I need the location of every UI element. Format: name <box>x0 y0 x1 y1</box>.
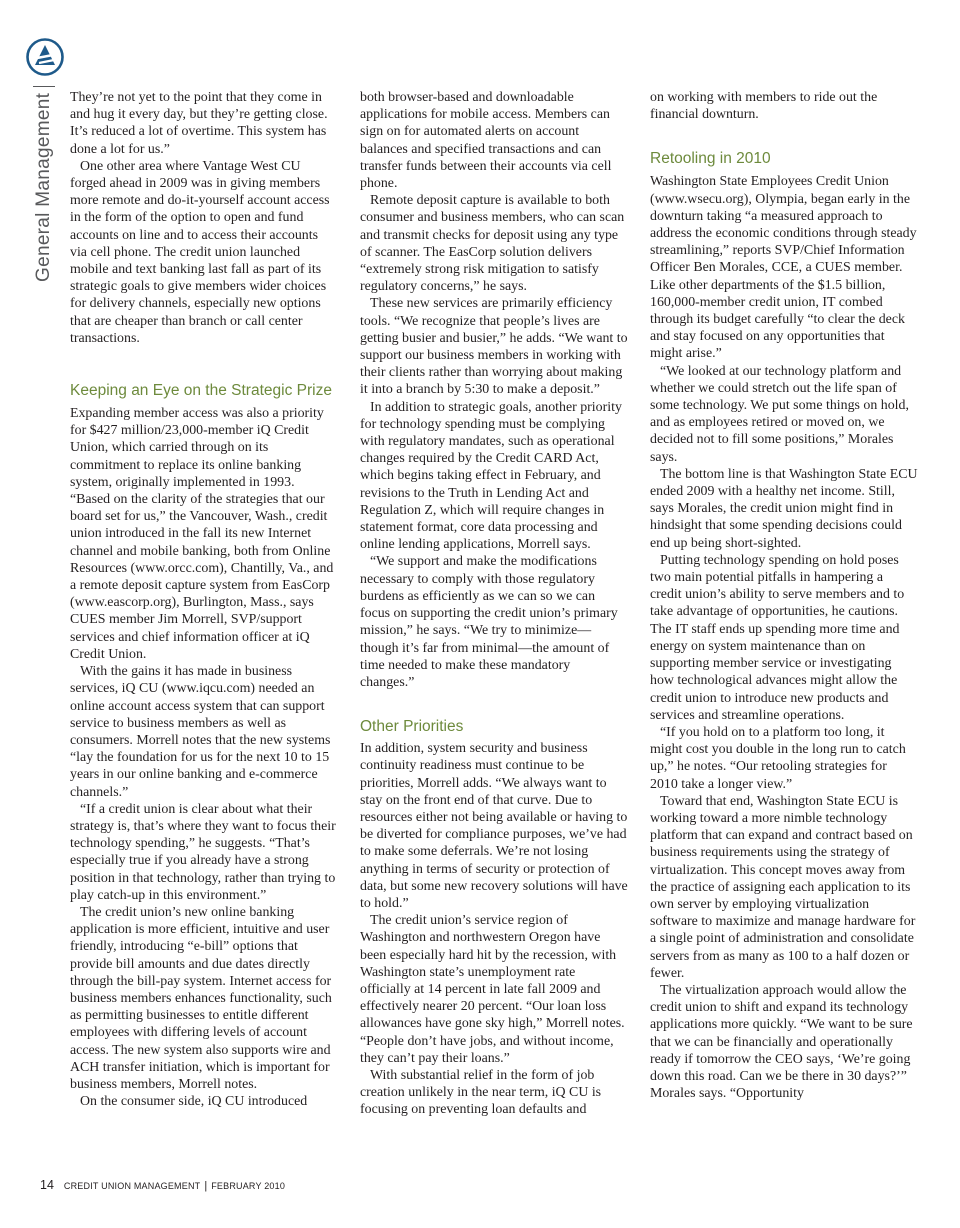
article-column-2 <box>360 89 628 1119</box>
body-paragraph: Washington State Employees Credit Union (www.wsecu.org), Olympia, began early in the downturn taking “a measured approach to address the economic conditions through steady streamlining,” reports SVP/Chief Information Officer Ben Morales, CCE, a CUES member. Like other departments of the $1.5 billion, 160,000-member credit union, IT combed through its budget carefully “to clear the deck and stay focused on any opportunities that might arise.” <box>650 174 917 362</box>
body-paragraph: With substantial relief in the form of job creation unlikely in the near term, iQ CU is focusing on preventing loan defaults and <box>360 1067 602 1118</box>
magazine-title: CREDIT UNION MANAGEMENT <box>63 1181 201 1191</box>
footer-separator: | <box>204 1180 208 1192</box>
body-paragraph: The credit union’s new online banking application is more efficient, intuitive and user friendly, introducing “e-bill” options that provide bill amounts and due dates directly through the bill-pay system. Internet access for business members enhances functionality, such as permitting businesses to entitle different employees with differing levels of account access. The new system also supports wire and ACH transfer initiation, which is important for business members, Morrell notes. <box>70 904 332 1092</box>
cum-logo-icon <box>26 38 64 76</box>
section-label-divider <box>33 86 55 87</box>
body-paragraph: both browser-based and downloadable applications for mobile access. Members can sign on for automated alerts on account balances and specified transactions and can transfer funds between their accounts via cell phone. <box>360 90 612 192</box>
article-column-3 <box>650 89 918 1102</box>
page-footer <box>40 1176 285 1194</box>
section-heading: Retooling in 2010 <box>650 150 771 168</box>
body-paragraph: The virtualization approach would allow the credit union to shift and expand its technology applications more quickly. “We want to be sure that we can be financially and operationally ready if tomorrow the CEO says, ‘We’re going down this road. Can we be there in 30 days?’” Morales says. “Opportunity <box>650 982 913 1102</box>
body-paragraph: The credit union’s service region of Washington and northwestern Oregon have been especially hard hit by the recession, with Washington state’s unemployment rate officially at 14 percent in late fall 2009 and effectively nearer 20 percent. “Our loan loss allowances have gone sky high,” Morrell notes. “People don’t have jobs, and without income, they can’t pay their loans.” <box>360 913 625 1066</box>
body-paragraph: “If a credit union is clear about what their strategy is, that’s where they want to focus their technology spending,” he suggests. “That’s especially true if you already have a strong position in that technology, rather than trying to play catch-up in this environment.” <box>70 801 336 903</box>
article-column-1 <box>70 89 338 1110</box>
page-number: 14 <box>40 1178 54 1192</box>
section-label <box>30 82 58 282</box>
section-heading: Keeping an Eye on the Strategic Prize <box>70 382 332 400</box>
body-paragraph: Toward that end, Washington State ECU is working toward a more nimble technology platform that can expand and contract based on business requirements using the strategy of virtualization. This concept moves away from the practice of assigning each application to its own server by employing virtualization software to maximize and manage hardware for a single point of administration and consolidate servers from as many as 100 to a half dozen or fewer. <box>650 793 916 981</box>
body-paragraph: They’re not yet to the point that they come in and hug it every day, but they’re getting close. It’s reduced a lot of overtime. This system has done a lot for us.” <box>70 90 328 157</box>
section-label-text: General Management <box>33 92 54 282</box>
body-paragraph: Remote deposit capture is available to both consumer and business members, who can scan and transmit checks for deposit using any type of scanner. The EasCorp solution delivers “extremely strong risk mitigation to satisfy regulatory concerns,” he says. <box>360 193 625 295</box>
body-paragraph: on working with members to ride out the financial downturn. <box>650 90 878 123</box>
body-paragraph: “We looked at our technology platform and whether we could stretch out the life span of some technology. We put some things on hold, and as employees retired or moved on, we decided not to fill some positions,” Morales says. <box>650 363 909 465</box>
issue-date: FEBRUARY 2010 <box>211 1181 286 1191</box>
body-paragraph: “If you hold on to a platform too long, it might cost you double in the long run to catch up,” he notes. “Our retooling strategies for 2010 take a longer view.” <box>650 724 906 792</box>
body-paragraph: “We support and make the modifications necessary to comply with those regulatory burdens as efficiently as we can so we can focus on supporting the credit union’s primary mission,” he says. “We try to minimize—though it’s far from minimal—the amount of time needed to make these mandatory changes.” <box>360 554 618 690</box>
body-paragraph: Putting technology spending on hold poses two main potential pitfalls in hampering a credit union’s ability to serve members and to take advantage of opportunities, he cautions. The IT staff ends up spending more time and energy on system maintenance than on supporting member service or investigating how technological advances might allow the credit union to introduce new products and services and streamline operations. <box>650 552 905 723</box>
section-heading: Other Priorities <box>360 718 464 736</box>
body-paragraph: In addition to strategic goals, another priority for technology spending must be complying with regulatory mandates, such as operational changes required by the Credit CARD Act, which begins taking effect in February, and revisions to the Truth in Lending Act and Regulation Z, which will require changes in statement format, core data processing and online lending applications, Morrell says. <box>360 399 622 553</box>
body-paragraph: The bottom line is that Washington State ECU ended 2009 with a healthy net income. Still, says Morales, the credit union might find in hindsight that some spending decisions could end up being short-sighted. <box>650 466 918 551</box>
body-paragraph: With the gains it has made in business services, iQ CU (www.iqcu.com) needed an online account access system that can support service to business members as well as consumers. Morrell notes that the new systems “lay the foundation for us for the next 10 to 15 years in our online banking and e-commerce channels.” <box>70 664 331 800</box>
body-paragraph: These new services are primarily efficiency tools. “We recognize that people’s lives are getting busier and busier,” he adds. “We want to support our business members in working with their clients rather than worrying about making it into a branch by 5:30 to make a deposit.” <box>360 296 628 398</box>
body-paragraph: Expanding member access was also a priority for $427 million/23,000-member iQ Credit Union, which carried through on its commitment to replace its online banking system, originally implemented in 1993. “Based on the clarity of the strategies that our board set for us,” the Vancouver, Wash., credit union introduced in the fall its new Internet channel and mobile banking, both from Online Resources (www.orcc.com), Chantilly, Va., and a remote deposit capture system from EasCorp (www.eascorp.org), Burlington, Mass., says CUES member Jim Morrell, SVP/support services and chief information officer at iQ Credit Union. <box>70 406 334 662</box>
body-paragraph: In addition, system security and business continuity readiness must continue to be priorities, Morrell adds. “We always want to stay on the front end of that curve. Due to resources either not being available or having to be diverted for compliance purposes, we’ve had to make some deferrals. We’re not losing anything in terms of security or protection of data, but some new recovery solutions will have to hold.” <box>360 741 628 911</box>
body-paragraph: One other area where Vantage West CU forged ahead in 2009 was in giving members more remote and do-it-yourself account access in the form of the option to open and fund accounts on line and to access their accounts via cell phone. The credit union launched mobile and text banking last fall as part of its strategic goals to give members wider choices for delivery channels, especially new options that are cheaper than branch or call center transactions. <box>70 158 330 346</box>
body-paragraph: On the consumer side, iQ CU introduced <box>80 1094 308 1110</box>
